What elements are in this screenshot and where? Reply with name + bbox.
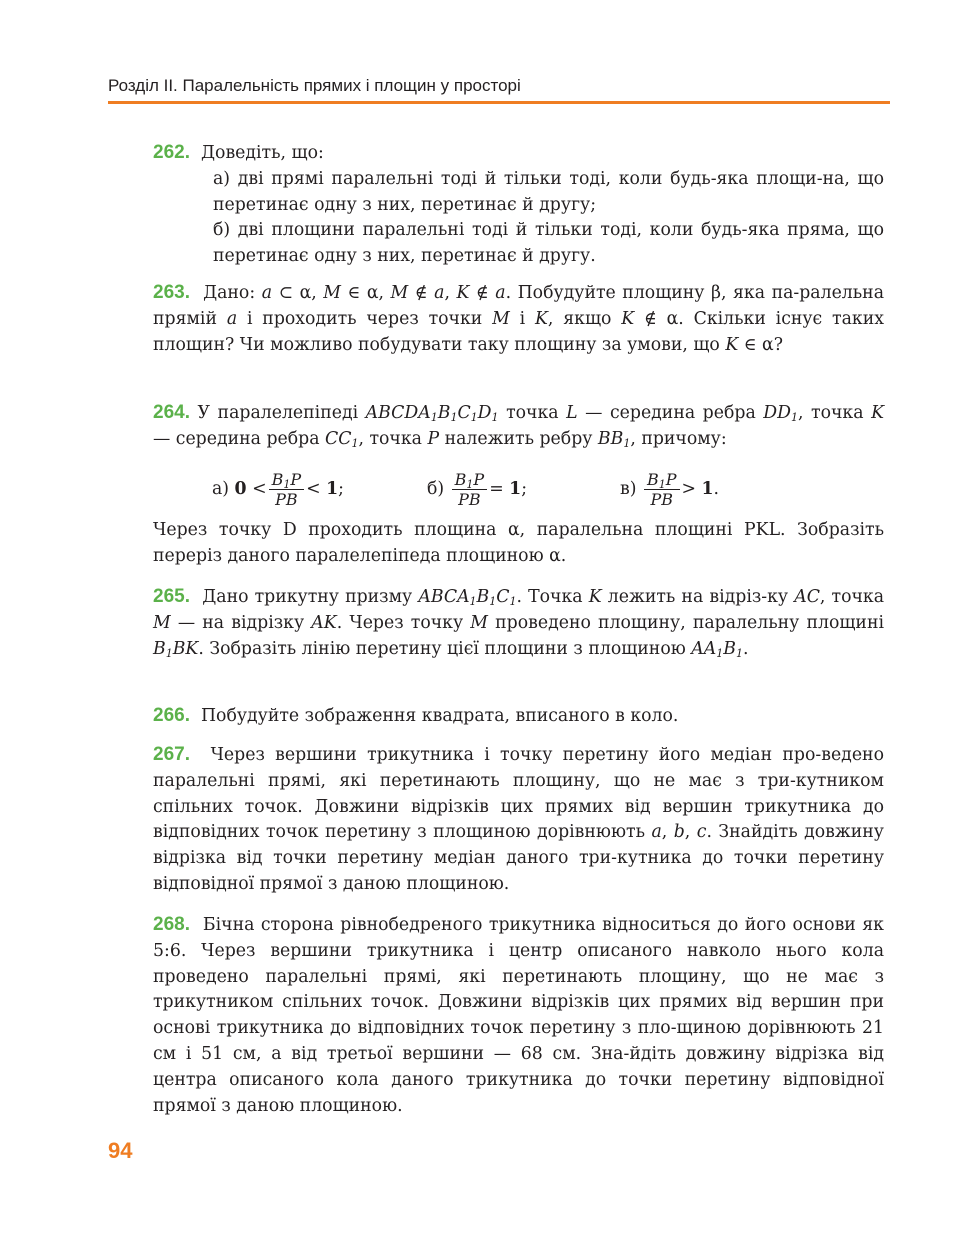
problem-part-a: а) дві прямі паралельні тоді й тільки тоді, коли будь-яка площи-на, що перетинає одну з них, перетинає й другу; [213, 168, 884, 215]
header-rule [108, 101, 890, 104]
problem-268 [153, 912, 884, 1119]
problem-text: ? [773, 334, 783, 355]
problem-text: . Скільки існує таких площин? Чи можливо побудувати таку площину за умови, що [153, 308, 884, 355]
problem-text: . Зобразіть лінію перетину цієї площини з площиною [198, 638, 686, 659]
problem-text: , точка [358, 428, 422, 449]
problem-264: 264. У паралелепіпеді $ABCDA_1B_1C_1D_1$ точка L — середина ребра $DD_1$, точка K — середина ребра $CC_1$, точка P належить ребру $BB_1$, причому: [153, 402, 885, 450]
problem-text: Побудуйте зображення квадрата, вписаного в коло. [200, 706, 679, 726]
problem-text: . Точка [516, 587, 583, 607]
problem-text: проведено площину, паралельну площині [495, 612, 884, 633]
problem-number: 264. [153, 402, 190, 423]
problem-text: , якщо [547, 308, 612, 329]
problem-text: і [519, 308, 526, 329]
problem-text: належить ребру [444, 428, 593, 449]
problem-number: 262. [153, 142, 190, 163]
problem-text: . Через вершини трикутника і центр описаного навколо нього кола проведено паралельні прямі, які перетинають площину, що не має з трикутником спільних точок. Довжини відрізків цих прямих від вершин при основі трикутника до відповідних точок перетину з пло-щиною дорівнюють 21 см і 51 см, а від третьої вершини — 68 см. Зна-йдіть довжину відрізка від центра описаного кола даного трикутника до точки перетину відповідної прямої з даною площиною. [153, 940, 884, 1116]
problem-text: Дано трикутну призму [202, 587, 413, 607]
problem-text: . Через точку [336, 612, 464, 633]
problem-text: і проходить через точки [246, 308, 483, 329]
case-label: а) [212, 479, 230, 499]
problem-text: Доведіть, що: [200, 143, 324, 163]
case-b: б) $\frac{B_1P}{PB}$ = 1 ; [427, 469, 528, 509]
problem-264-continuation: Через точку D проходить площина α, паралельна площині PKL. Зобразіть переріз даного паралелепіпеда площиною α. [153, 520, 884, 566]
problem-text: лежить на відріз-ку [607, 587, 789, 607]
problem-text: — середина ребра [153, 428, 320, 449]
problem-text: , точка [819, 587, 885, 607]
problem-number: 263. [153, 282, 190, 303]
problem-text: Побудуйте площину β, яка па-ралельна прямій [153, 283, 885, 329]
problem-number: 268. [153, 914, 190, 935]
problem-text: Знайдіть довжину відрізка від точки перетину медіан даного три-кутника до точки перетину відповідної прямої з даною площиною. [153, 822, 884, 894]
problem-text: , точка [798, 403, 864, 423]
page-number: 94 [108, 1138, 133, 1163]
problem-text: . [742, 638, 749, 659]
problem-265: 265. Дано трикутну призму $ABCA_1B_1C_1$. Точка K лежить на відріз-ку AC, точка M — на відрізку AK. Через точку M проведено площину, паралельну площині $B_1BK$. Зобразіть лінію перетину цієї площини з площиною $AA_1B_1$. [153, 586, 885, 660]
problem-text: — середина ребра [585, 403, 756, 423]
problem-text: У паралелепіпеді [197, 403, 359, 423]
problem-266 [153, 703, 884, 730]
problem-number: 267. [153, 744, 190, 765]
fraction: $\frac{B_1P}{PB}$ [644, 470, 680, 509]
problem-263: 263. Дано: a ⊂ α, M ∈ α, M ∉ a, K ∉ a. Побудуйте площину β, яка па-ралельна прямій a і проходить через точки M і K, якщо K ∉ α. Скільки існує таких площин? Чи можливо побудувати таку площину за умови, що K ∈ α? [153, 282, 885, 355]
case-label: б) [427, 479, 445, 499]
ratio: 5:6 [153, 940, 181, 961]
problem-text: точка [506, 403, 559, 423]
fraction: $\frac{B_1P}{PB}$ [452, 470, 488, 509]
problem-267: 267. Через вершини трикутника і точку перетину його медіан про-ведено паралельні прямі, які перетинають площину, що не має з три-кутником спільних точок. Довжини відрізків цих прямих від вершин трикутника до відповідних точок перетину з площиною дорівнюють a, b, c. Знайдіть довжину відрізка від точки перетину медіан даного три-кутника до точки перетину відповідної прямої з даною площиною. [153, 744, 884, 894]
formula: a [261, 283, 273, 303]
problem-262 [153, 140, 884, 270]
case-c: в) $\frac{B_1P}{PB}$ > 1 . [620, 469, 720, 509]
fraction: $\frac{B_1P}{PB}$ [269, 470, 305, 509]
running-header: Розділ II. Паралельність прямих і площин у просторі [108, 76, 521, 95]
problem-text: Через вершини трикутника і точку перетину його медіан про-ведено паралельні прямі, які перетинають площину, що не має з три-кутником спільних точок. Довжини відрізків цих прямих від вершин трикутника до відповідних точок перетину з площиною дорівнюють [153, 745, 884, 843]
problem-number: 265. [153, 586, 190, 607]
problem-text: Дано: [203, 283, 256, 303]
problem-number: 266. [153, 705, 190, 726]
problem-text: Бічна сторона рівнобедреного трикутника відноситься до його основи як [202, 915, 884, 935]
problem-part-b: б) дві площини паралельні тоді й тільки тоді, коли будь-яка пряма, що перетинає одну з них, перетинає й другу. [213, 220, 884, 267]
problem-text: — на відрізку [177, 612, 305, 633]
problem-text: , причому: [630, 428, 727, 449]
condition-cases [212, 462, 772, 516]
case-label: в) [620, 479, 637, 499]
case-a: а) 0 < $\frac{B_1P}{PB}$ < 1 ; [212, 469, 344, 509]
